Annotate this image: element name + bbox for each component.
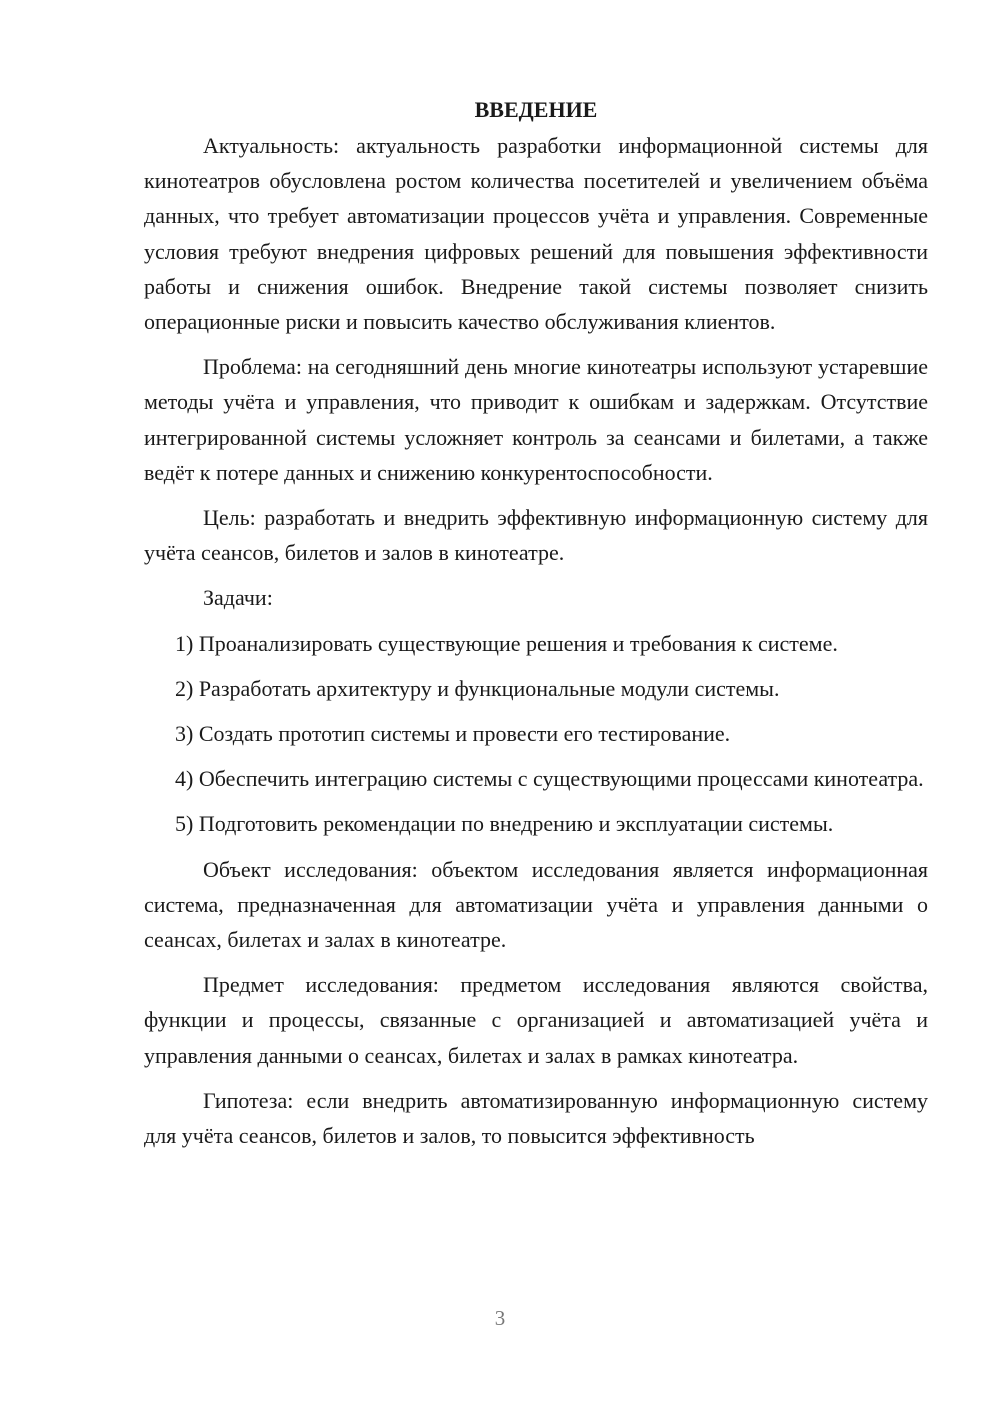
document-page [144, 92, 928, 1163]
task-item-2: 2) Разработать архитектуру и функциональные модули системы. [175, 675, 780, 701]
relevance-paragraph: Актуальность: актуальность разработки информационной системы для кинотеатров обусловлена ростом количества посетителей и увеличением объёма данных, что требует автоматизации процессов учёта и управления. Современные условия требуют внедрения цифровых решений для повышения эффективности работы и снижения ошибок. Внедрение такой системы позволяет снизить операционные риски и повысить качество обслуживания клиентов. [144, 133, 928, 335]
hypothesis-paragraph: Гипотеза: если внедрить автоматизированную информационную систему для учёта сеансов, билетов и залов, то повысится эффективность [144, 1087, 928, 1149]
task-item-3: 3) Создать прототип системы и провести его тестирование. [175, 721, 731, 747]
task-item-4: 4) Обеспечить интеграцию системы с существующими процессами кинотеатра. [175, 766, 924, 792]
page-title: ВВЕДЕНИЕ [474, 97, 598, 122]
task-item-5: 5) Подготовить рекомендации по внедрению и эксплуатации системы. [175, 811, 834, 837]
tasks-heading: Задачи: [203, 585, 273, 611]
task-item-1: 1) Проанализировать существующие решения и требования к системе. [175, 630, 838, 656]
page-number: 3 [494, 1306, 506, 1330]
object-paragraph: Объект исследования: объектом исследования является информационная система, предназначенная для автоматизации учёта и управления данными о сеансах, билетах и залах в кинотеатре. [144, 856, 928, 953]
goal-paragraph: Цель: разработать и внедрить эффективную информационную систему для учёта сеансов, билетов и залов в кинотеатре. [144, 505, 928, 566]
problem-paragraph: Проблема: на сегодняшний день многие кинотеатры используют устаревшие методы учёта и управления, что приводит к ошибкам и задержкам. Отсутствие интегрированной системы усложняет контроль за сеансами и билетами, а также ведёт к потере данных и снижению конкурентоспособности. [144, 354, 928, 485]
subject-paragraph: Предмет исследования: предметом исследования являются свойства, функции и процессы, связанные с организацией и автоматизацией учёта и управления данными о сеансах, билетах и залах в рамках кинотеатра. [144, 972, 928, 1068]
